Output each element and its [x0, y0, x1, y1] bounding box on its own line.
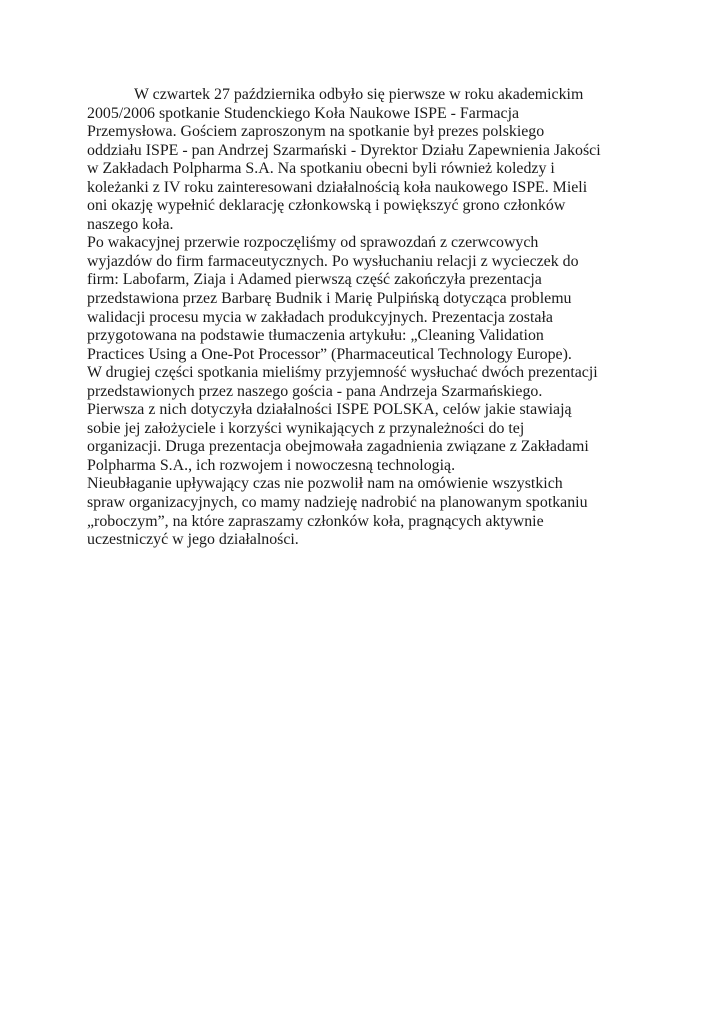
text-line: przygotowana na podstawie tłumaczenia artykułu: „Cleaning Validation: [87, 327, 544, 345]
text-line: w Zakładach Polpharma S.A. Na spotkaniu obecni byli również koledzy i: [87, 160, 555, 178]
text-line: W drugiej części spotkania mieliśmy przyjemność wysłuchać dwóch prezentacji: [87, 364, 598, 382]
text-line: Polpharma S.A., ich rozwojem i nowoczesną technologią.: [87, 456, 456, 474]
text-line: organizacji. Druga prezentacja obejmowała zagadnienia związane z Zakładami: [87, 438, 589, 456]
text-line: firm: Labofarm, Ziaja i Adamed pierwszą część zakończyła prezentacja: [87, 271, 542, 289]
text-line: walidacji procesu mycia w zakładach produkcyjnych. Prezentacja została: [87, 308, 553, 326]
text-line: koleżanki z IV roku zainteresowani działalnością koła naukowego ISPE. Mieli: [87, 178, 588, 196]
text-line: 2005/2006 spotkanie Studenckiego Koła Naukowe ISPE - Farmacja: [87, 104, 520, 122]
text-line: „roboczym”, na które zapraszamy członków koła, pragnących aktywnie: [87, 512, 544, 530]
text-line: przedstawiona przez Barbarę Budnik i Marię Pulpińską dotycząca problemu: [87, 290, 572, 308]
text-line: przedstawionych przez naszego gościa - pana Andrzeja Szarmańskiego.: [87, 382, 543, 400]
text-line: spraw organizacyjnych, co mamy nadzieję nadrobić na planowanym spotkaniu: [87, 494, 588, 512]
text-line: W czwartek 27 października odbyło się pierwsze w roku akademickim: [134, 86, 584, 103]
text-line: Practices Using a One-Pot Processor” (Pharmaceutical Technology Europe).: [87, 345, 572, 363]
text-line: Nieubłaganie upływający czas nie pozwolił nam na omówienie wszystkich: [87, 475, 563, 493]
text-line: oddziału ISPE - pan Andrzej Szarmański - Dyrektor Działu Zapewnienia Jakości: [87, 141, 601, 159]
text-line: sobie jej założyciele i korzyści wynikających z przynależności do tej: [87, 419, 525, 437]
text-line: wyjazdów do firm farmaceutycznych. Po wysłuchaniu relacji z wycieczek do: [87, 252, 579, 270]
text-line: Przemysłowa. Gościem zaproszonym na spotkanie był prezes polskiego: [87, 123, 545, 141]
text-line: uczestniczyć w jego działalności.: [87, 531, 299, 549]
body-text: [87, 86, 627, 550]
text-line: oni okazję wypełnić deklarację członkowską i powiększyć grono członków: [87, 197, 566, 215]
text-line: naszego koła.: [87, 215, 174, 233]
text-line: Pierwsza z nich dotyczyła działalności ISPE POLSKA, celów jakie stawiają: [87, 401, 572, 419]
text-line: Po wakacyjnej przerwie rozpoczęliśmy od sprawozdań z czerwcowych: [87, 234, 539, 252]
